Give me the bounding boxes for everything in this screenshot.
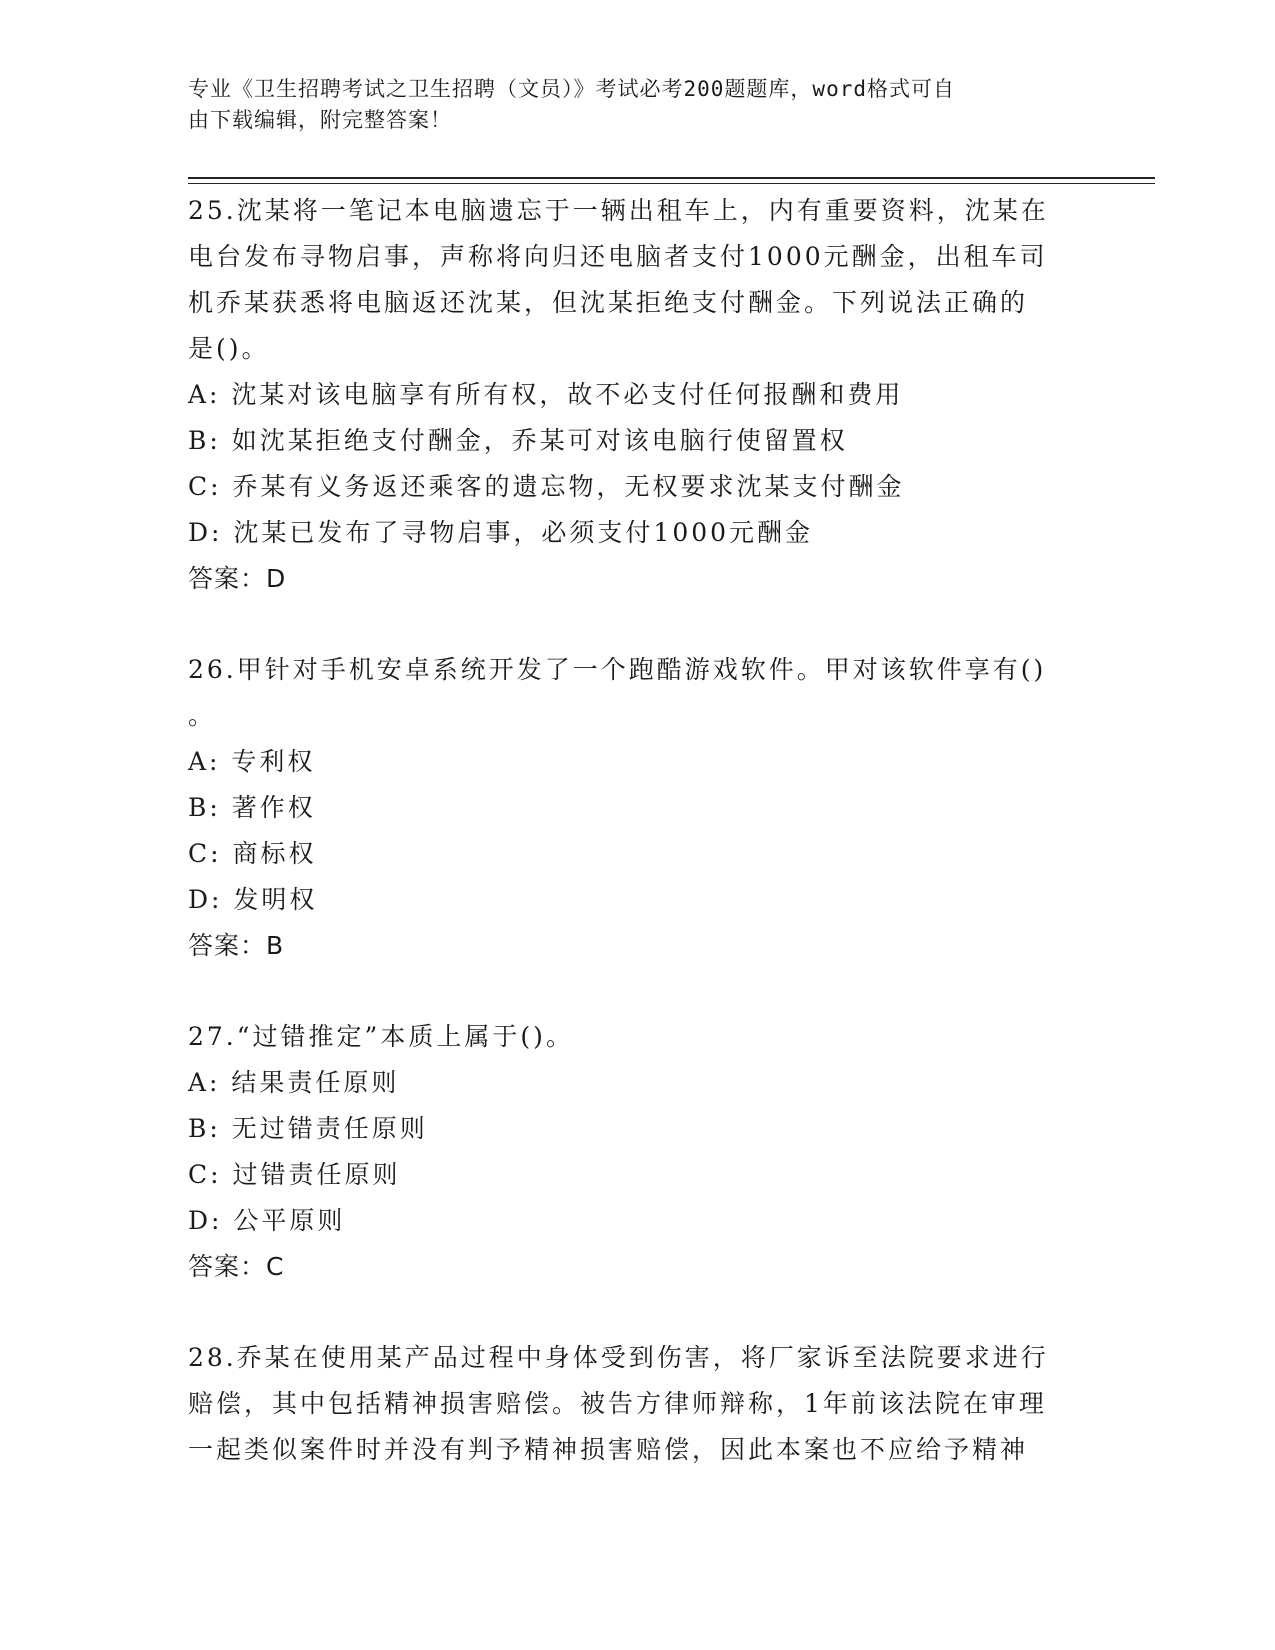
option-c: C: 过错责任原则 [188, 1160, 401, 1189]
answer-line: 答案：D [188, 564, 287, 593]
question-27 [188, 1014, 1088, 1290]
answer-line: 答案：C [188, 1252, 285, 1281]
option-d: D: 公平原则 [188, 1206, 346, 1235]
header-line-1: 专业《卫生招聘考试之卫生招聘（文员）》考试必考200题题库，word格式可自 [188, 77, 955, 101]
option-a: A: 沈某对该电脑享有所有权，故不必支付任何报酬和费用 [188, 380, 904, 409]
option-b: B: 如沈某拒绝支付酬金，乔某可对该电脑行使留置权 [188, 426, 848, 455]
option-a: A: 结果责任原则 [188, 1068, 400, 1097]
header-divider-thin [188, 183, 1155, 184]
option-a: A: 专利权 [188, 747, 316, 776]
question-25 [188, 188, 1088, 602]
header-line-2: 由下载编辑，附完整答案！ [188, 108, 452, 132]
header-divider-thick [188, 177, 1155, 179]
question-stem-line: 机乔某获悉将电脑返还沈某，但沈某拒绝支付酬金。下列说法正确的 [188, 288, 1029, 317]
answer-line: 答案：B [188, 931, 285, 960]
question-stem-line: 28.乔某在使用某产品过程中身体受到伤害，将厂家诉至法院要求进行 [188, 1343, 1049, 1372]
question-stem-line: 27.“过错推定”本质上属于()。 [188, 1022, 574, 1051]
question-list [188, 188, 1088, 1518]
question-28 [188, 1335, 1088, 1473]
option-b: B: 著作权 [188, 793, 316, 822]
document-header [188, 74, 1088, 136]
question-stem-line: 25.沈某将一笔记本电脑遗忘于一辆出租车上，内有重要资料，沈某在 [188, 196, 1049, 225]
option-b: B: 无过错责任原则 [188, 1114, 428, 1143]
question-stem-line: 。 [188, 701, 217, 730]
option-c: C: 商标权 [188, 839, 317, 868]
question-26 [188, 647, 1088, 969]
option-d: D: 发明权 [188, 885, 318, 914]
question-stem-line: 一起类似案件时并没有判予精神损害赔偿，因此本案也不应给予精神 [188, 1435, 1029, 1464]
option-c: C: 乔某有义务返还乘客的遗忘物，无权要求沈某支付酬金 [188, 472, 905, 501]
question-stem-line: 赔偿，其中包括精神损害赔偿。被告方律师辩称，1年前该法院在审理 [188, 1389, 1047, 1418]
question-stem-line: 电台发布寻物启事，声称将向归还电脑者支付1000元酬金，出租车司 [188, 242, 1048, 271]
question-stem-line: 26.甲针对手机安卓系统开发了一个跑酷游戏软件。甲对该软件享有() [188, 655, 1047, 684]
option-d: D: 沈某已发布了寻物启事，必须支付1000元酬金 [188, 518, 814, 547]
question-stem-line: 是()。 [188, 334, 270, 363]
